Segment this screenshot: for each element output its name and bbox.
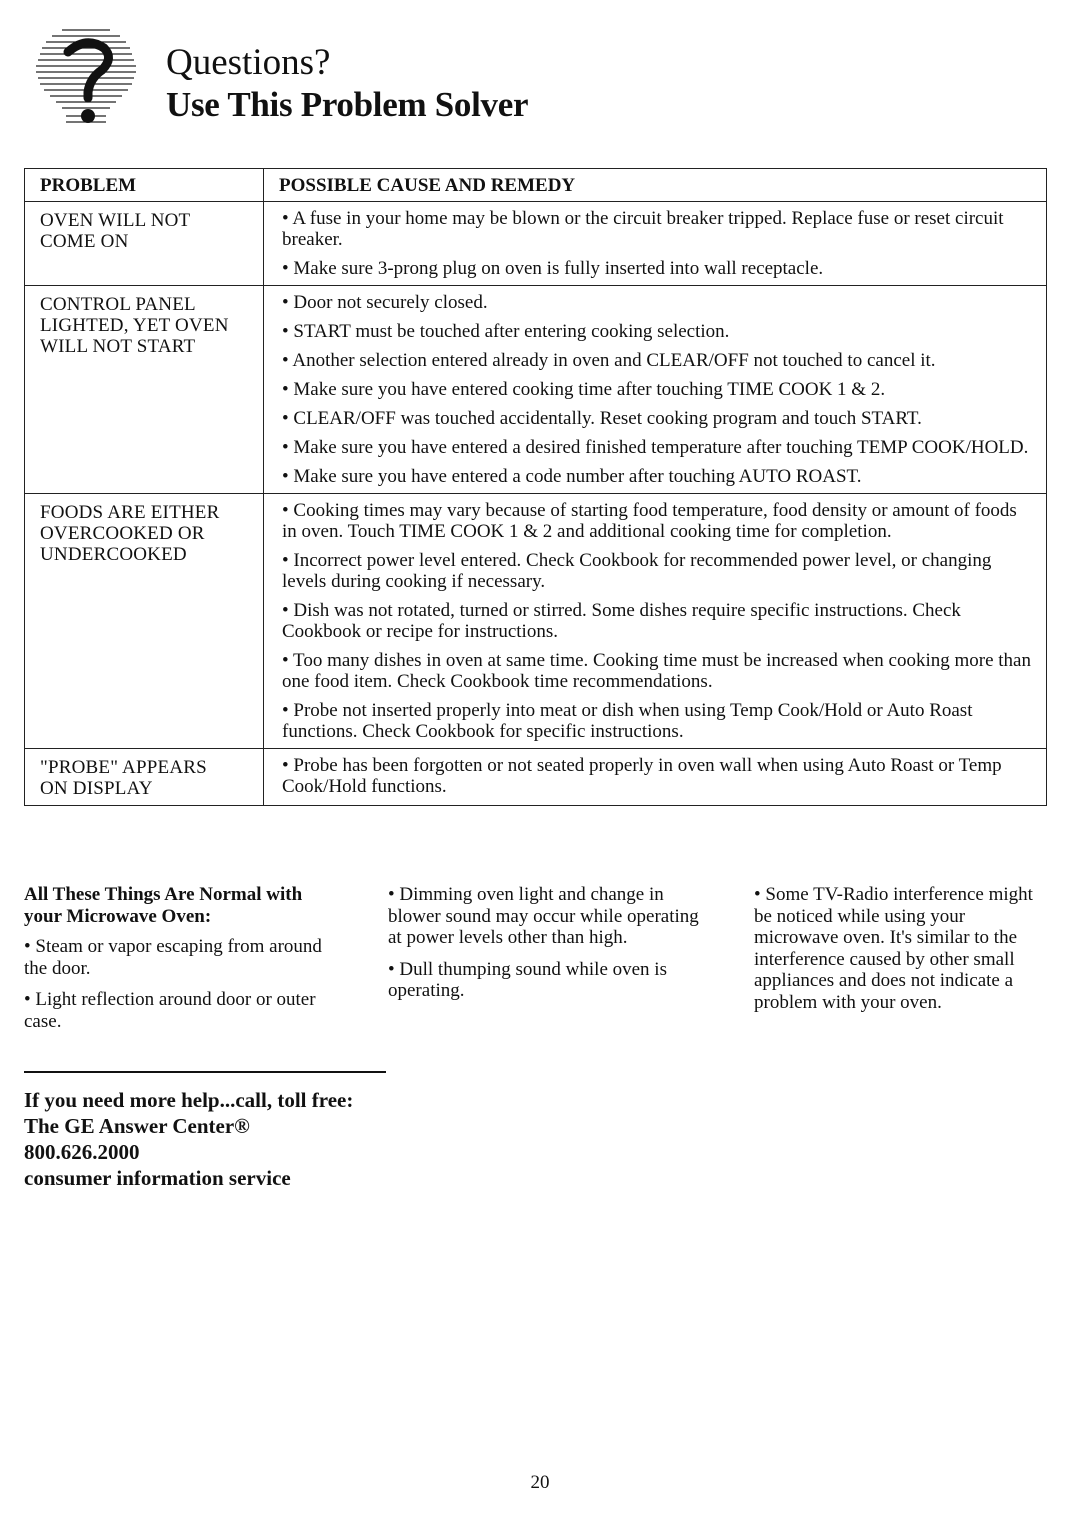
title-line-2: Use This Problem Solver xyxy=(166,85,529,124)
question-mark-icon xyxy=(22,22,150,134)
table-header-row xyxy=(25,169,1047,202)
remedy-item: • Incorrect power level entered. Check Cookbook for recommended power level, or changing levels during cooking if necessary. xyxy=(282,550,992,592)
table-row xyxy=(25,286,1047,494)
help-line-4: consumer information service xyxy=(24,1166,291,1190)
remedy-item: • Make sure you have entered a code number after touching AUTO ROAST. xyxy=(282,466,862,487)
problem-line: ON DISPLAY xyxy=(40,778,153,799)
remedy-item: • Probe not inserted properly into meat or dish when using Temp Cook/Hold or Auto Roast functions. Check Cookbook for specific instructions. xyxy=(282,700,973,742)
problem-line: LIGHTED, YET OVEN xyxy=(40,315,229,336)
remedy-item: • Dish was not rotated, turned or stirred. Some dishes require specific instructions. Check Cookbook or recipe for instructions. xyxy=(282,600,961,642)
help-block xyxy=(24,1087,353,1191)
normal-item: • Dull thumping sound while oven is operating. xyxy=(388,958,667,1001)
problem-line: OVEN WILL NOT xyxy=(40,210,191,231)
normal-item: • Dimming oven light and change in blower sound may occur while operating at power levels other than high. xyxy=(388,884,699,948)
problem-cell xyxy=(25,202,264,286)
column-header-problem: PROBLEM xyxy=(25,169,264,202)
remedy-cell xyxy=(264,749,1047,806)
remedy-item: • Make sure you have entered cooking time after touching TIME COOK 1 & 2. xyxy=(282,379,886,400)
problem-line: CONTROL PANEL xyxy=(40,294,196,315)
remedy-item: • A fuse in your home may be blown or the circuit breaker tripped. Replace fuse or reset circuit breaker. xyxy=(282,208,1004,250)
table-row xyxy=(25,202,1047,286)
problem-line: "PROBE" APPEARS xyxy=(40,757,207,778)
remedy-item: • Make sure you have entered a desired finished temperature after touching TEMP COOK/HOLD. xyxy=(282,437,1029,458)
remedy-item: • CLEAR/OFF was touched accidentally. Reset cooking program and touch START. xyxy=(282,408,922,429)
remedy-cell xyxy=(264,202,1047,286)
normal-things-heading: All These Things Are Normal with your Microwave Oven: xyxy=(24,884,303,927)
remedy-item: • Make sure 3-prong plug on oven is fully inserted into wall receptacle. xyxy=(282,258,824,279)
help-line-2: The GE Answer Center® xyxy=(24,1114,250,1138)
normal-things-column-3 xyxy=(754,884,1054,1023)
problem-cell xyxy=(25,749,264,806)
normal-item: • Steam or vapor escaping from around the door. xyxy=(24,936,322,979)
remedy-cell xyxy=(264,286,1047,494)
title-line-1: Questions? xyxy=(166,42,331,83)
normal-things-column-1 xyxy=(24,884,324,1042)
page-title xyxy=(166,42,528,126)
table-row xyxy=(25,749,1047,806)
problem-line: UNDERCOOKED xyxy=(40,544,187,565)
remedy-item: • Too many dishes in oven at same time. Cooking time must be increased when cooking more than one food item. Check Cookbook time recommendations. xyxy=(282,650,1031,692)
problem-solver-table xyxy=(24,168,1047,806)
normal-things-column-2 xyxy=(388,884,708,1012)
problem-line: WILL NOT START xyxy=(40,336,196,357)
remedy-item: • START must be touched after entering cooking selection. xyxy=(282,321,730,342)
problem-cell xyxy=(25,286,264,494)
remedy-cell xyxy=(264,494,1047,749)
problem-line: OVERCOOKED OR xyxy=(40,523,205,544)
remedy-item: • Probe has been forgotten or not seated properly in oven wall when using Auto Roast or Temp Cook/Hold functions. xyxy=(282,755,1002,797)
remedy-item: • Cooking times may vary because of starting food temperature, food density or amount of foods in oven. Touch TIME COOK 1 & 2 and additional cooking time for completion. xyxy=(282,500,1017,542)
column-header-remedy: POSSIBLE CAUSE AND REMEDY xyxy=(264,169,1047,202)
problem-cell xyxy=(25,494,264,749)
normal-item: • Light reflection around door or outer case. xyxy=(24,989,316,1032)
problem-line: FOODS ARE EITHER xyxy=(40,502,220,523)
remedy-item: • Another selection entered already in oven and CLEAR/OFF not touched to cancel it. xyxy=(282,350,936,371)
help-line-1: If you need more help...call, toll free: xyxy=(24,1088,354,1112)
help-phone: 800.626.2000 xyxy=(24,1140,140,1164)
table-row xyxy=(25,494,1047,749)
divider xyxy=(24,1071,386,1073)
page-number: 20 xyxy=(530,1472,550,1493)
problem-line: COME ON xyxy=(40,231,129,252)
remedy-item: • Door not securely closed. xyxy=(282,292,488,313)
normal-item: • Some TV-Radio interference might be noticed while using your microwave oven. It's similar to the interference caused by other small appliances and does not indicate a problem with your oven. xyxy=(754,884,1033,1013)
